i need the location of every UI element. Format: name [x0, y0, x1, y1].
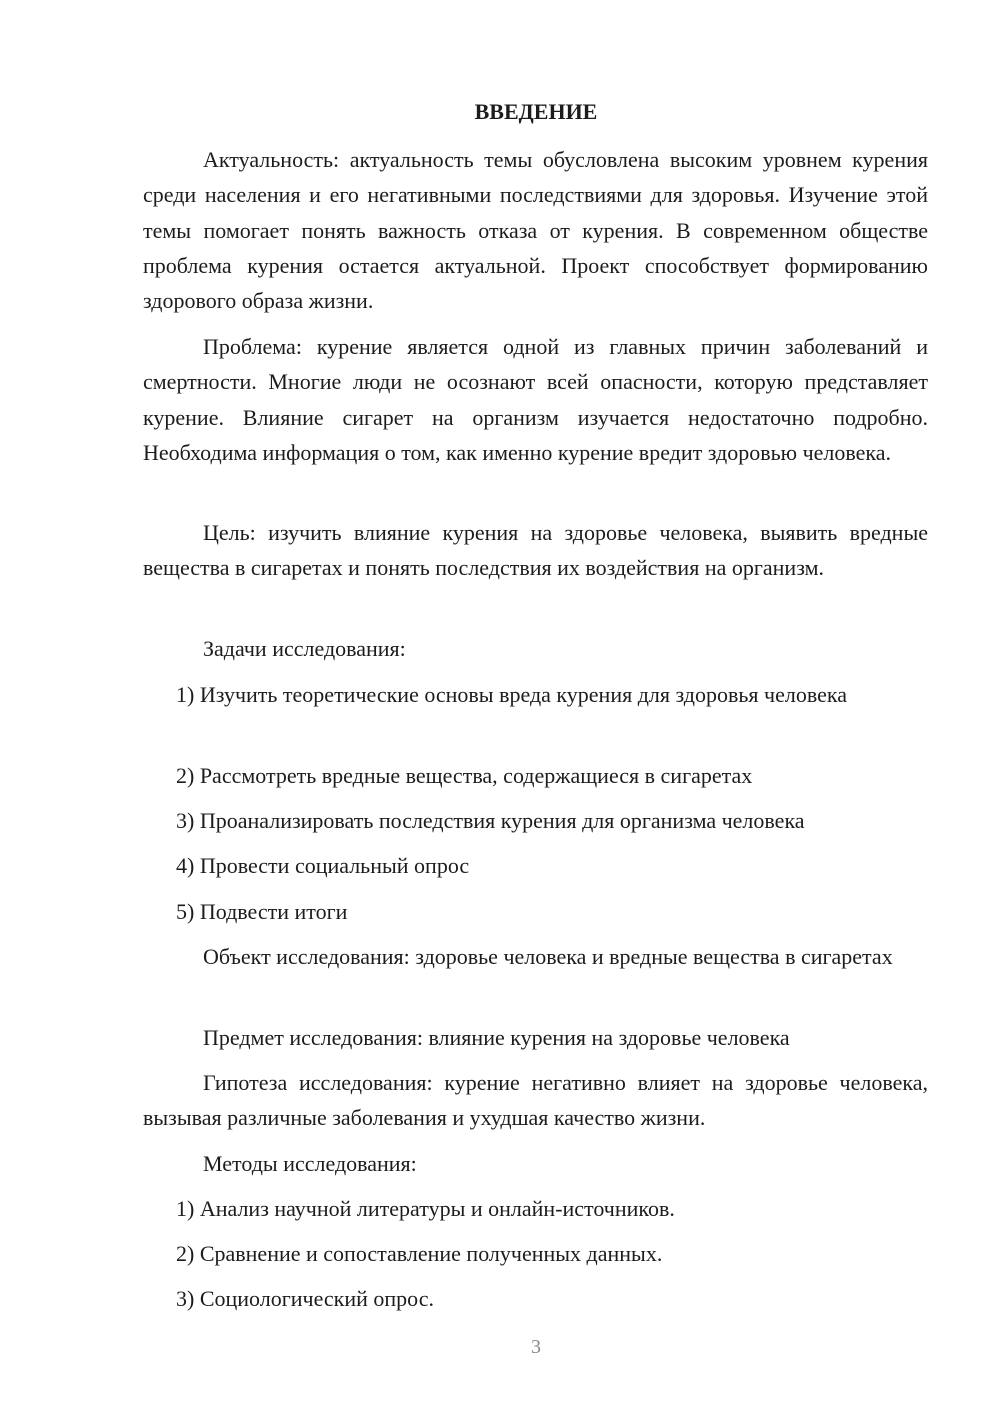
relevance-paragraph: Актуальность: актуальность темы обусловлена высоким уровнем курения среди населения и его негативными последствиями для здоровья. Изучение этой темы помогает понять важность отказа от курения. В современном обществе проблема курения остается актуальной. Проект способствует формированию здорового образа жизни. [143, 147, 928, 314]
method-item-1: 1) Анализ научной литературы и онлайн-источников. [176, 1196, 675, 1221]
tasks-heading: Задачи исследования: [203, 636, 406, 661]
methods-heading: Методы исследования: [203, 1151, 417, 1176]
task-item-4: 4) Провести социальный опрос [176, 853, 470, 878]
goal-paragraph: Цель: изучить влияние курения на здоровье человека, выявить вредные вещества в сигаретах и понять последствия их воздействия на организм. [143, 520, 928, 581]
problem-paragraph: Проблема: курение является одной из главных причин заболеваний и смертности. Многие люди не осознают всей опасности, которую представляет курение. Влияние сигарет на организм изучается недостаточно подробно. Необходима информация о том, как именно курение вредит здоровью человека. [143, 334, 928, 465]
task-item-2: 2) Рассмотреть вредные вещества, содержащиеся в сигаретах [176, 763, 753, 788]
object-paragraph: Объект исследования: здоровье человека и вредные вещества в сигаретах [203, 944, 893, 969]
page-title: ВВЕДЕНИЕ [474, 99, 598, 124]
method-item-2: 2) Сравнение и сопоставление полученных данных. [176, 1241, 663, 1266]
hypothesis-paragraph: Гипотеза исследования: курение негативно влияет на здоровье человека, вызывая различные заболевания и ухудшая качество жизни. [143, 1070, 928, 1131]
task-item-5: 5) Подвести итоги [176, 899, 348, 924]
task-item-3: 3) Проанализировать последствия курения для организма человека [176, 808, 805, 833]
subject-paragraph: Предмет исследования: влияние курения на здоровье человека [203, 1025, 790, 1050]
method-item-3: 3) Социологический опрос. [176, 1286, 434, 1311]
task-item-1: 1) Изучить теоретические основы вреда курения для здоровья человека [176, 682, 847, 707]
page-number: 3 [531, 1336, 541, 1358]
